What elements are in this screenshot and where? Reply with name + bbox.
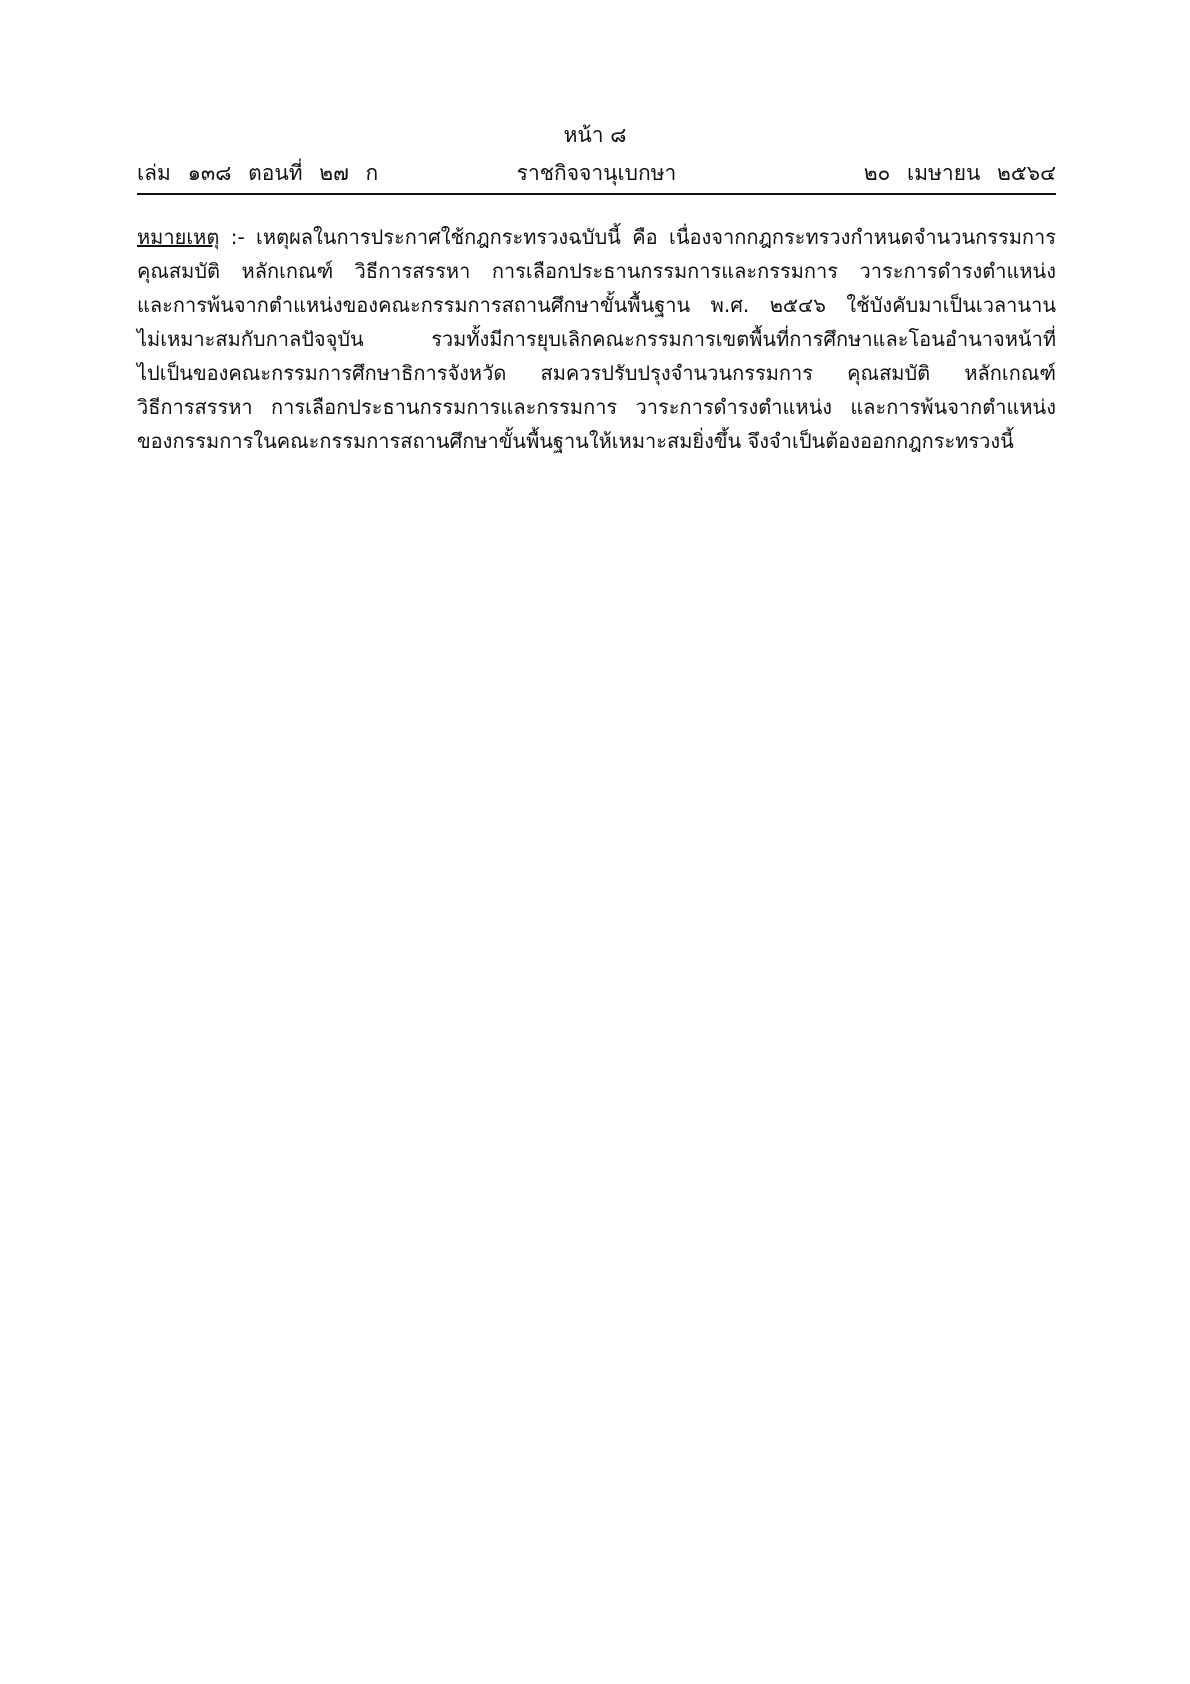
remark-line: ไม่เหมาะสมกับกาลปัจจุบัน รวมทั้งมีการยุบเลิกคณะกรรมการเขตพื้นที่การศึกษาและโอนอำนาจหน้าที่ xyxy=(137,327,1056,351)
remark-line: ไปเป็นของคณะกรรมการศึกษาธิการจังหวัด สมควรปรับปรุงจำนวนกรรมการ คุณสมบัติ หลักเกณฑ์ xyxy=(137,361,1056,385)
remark-line: ของกรรมการในคณะกรรมการสถานศึกษาขั้นพื้นฐานให้เหมาะสมยิ่งขึ้น จึงจำเป็นต้องออกกฎกระทรวงนี้ xyxy=(137,429,1014,453)
remark-line-text: :- เหตุผลในการประกาศใช้กฎกระทรวงฉบับนี้ คือ เนื่องจากกฎกระทรวงกำหนดจำนวนกรรมการ xyxy=(219,225,1056,249)
page-number: หน้า ๘ xyxy=(563,123,627,147)
publication-title: ราชกิจจานุเบกษา xyxy=(516,161,677,185)
remark-line xyxy=(137,220,1056,254)
header-divider xyxy=(137,193,1056,195)
remark-line: คุณสมบัติ หลักเกณฑ์ วิธีการสรรหา การเลือกประธานกรรมการและกรรมการ วาระการดำรงตำแหน่ง xyxy=(137,259,1056,283)
remark-line: วิธีการสรรหา การเลือกประธานกรรมการและกรรมการ วาระการดำรงตำแหน่ง และการพ้นจากตำแหน่ง xyxy=(137,395,1056,419)
remark-paragraph xyxy=(137,220,1056,458)
publication-date: ๒๐ เมษายน ๒๕๖๔ xyxy=(863,161,1056,185)
remark-line: และการพ้นจากตำแหน่งของคณะกรรมการสถานศึกษาขั้นพื้นฐาน พ.ศ. ๒๕๔๖ ใช้บังคับมาเป็นเวลานาน xyxy=(137,293,1056,317)
gazette-header xyxy=(137,156,1056,190)
remark-label: หมายเหตุ xyxy=(137,225,220,249)
volume-issue: เล่ม ๑๓๘ ตอนที่ ๒๗ ก xyxy=(137,161,379,185)
